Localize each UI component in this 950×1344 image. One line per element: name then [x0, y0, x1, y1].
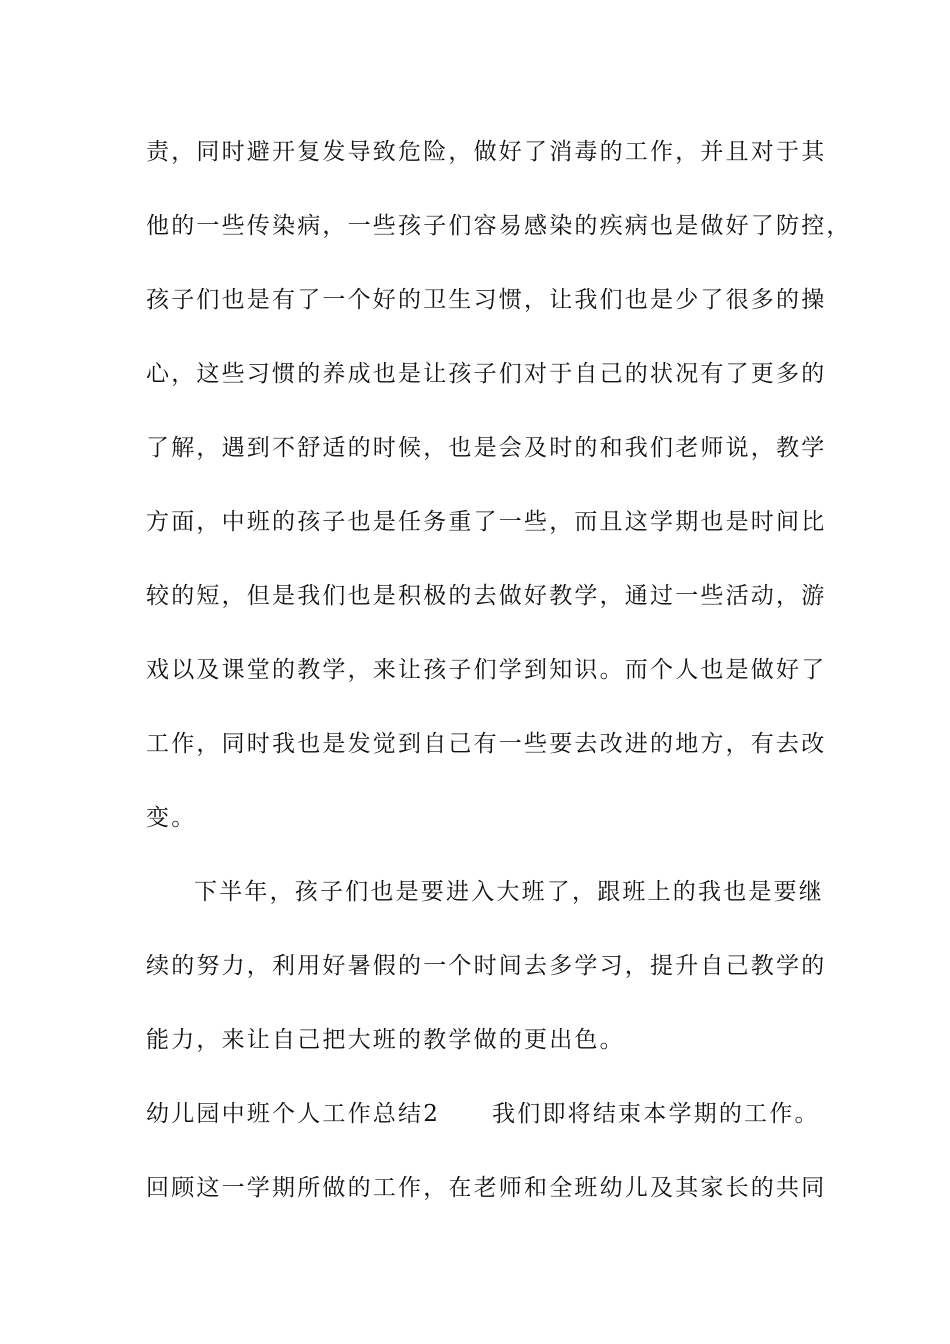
paragraph-line: 责，同时避开复发导致危险，做好了消毒的工作，并且对于其 — [146, 139, 827, 165]
paragraph-line: 下半年，孩子们也是要进入大班了，跟班上的我也是要继 — [194, 879, 824, 905]
paragraph-line: 戏以及课堂的教学，来让孩子们学到知识。而个人也是做好了 — [146, 657, 827, 683]
paragraph-line: 较的短，但是我们也是积极的去做好教学，通过一些活动，游 — [146, 583, 827, 609]
paragraph-line: 了解，遇到不舒适的时候，也是会及时的和我们老师说，教学 — [146, 435, 827, 461]
paragraph-line: 他的一些传染病，一些孩子们容易感染的疾病也是做好了防控， — [146, 213, 852, 239]
paragraph-line: 工作，同时我也是发觉到自己有一些要去改进的地方，有去改 — [146, 731, 827, 757]
heading-spacer — [440, 1099, 492, 1129]
paragraph-line: 变。 — [146, 805, 197, 831]
paragraph-line: 能力，来让自己把大班的教学做的更出色。 — [146, 1027, 625, 1053]
paragraph-line: 续的努力，利用好暑假的一个时间去多学习，提升自己教学的 — [146, 953, 827, 979]
section-intro: 我们即将结束本学期的工作。 — [492, 1101, 820, 1127]
paragraph-line: 回顾这一学期所做的工作，在老师和全班幼儿及其家长的共同 — [146, 1175, 827, 1201]
paragraph-line: 孩子们也是有了一个好的卫生习惯，让我们也是少了很多的操 — [146, 287, 827, 313]
paragraph-line: 方面，中班的孩子也是任务重了一些，而且这学期也是时间比 — [146, 509, 827, 535]
section-title: 幼儿园中班个人工作总结2 — [146, 1101, 441, 1127]
section-heading-line — [146, 1099, 826, 1129]
paragraph-line: 心，这些习惯的养成也是让孩子们对于自己的状况有了更多的 — [146, 361, 827, 387]
